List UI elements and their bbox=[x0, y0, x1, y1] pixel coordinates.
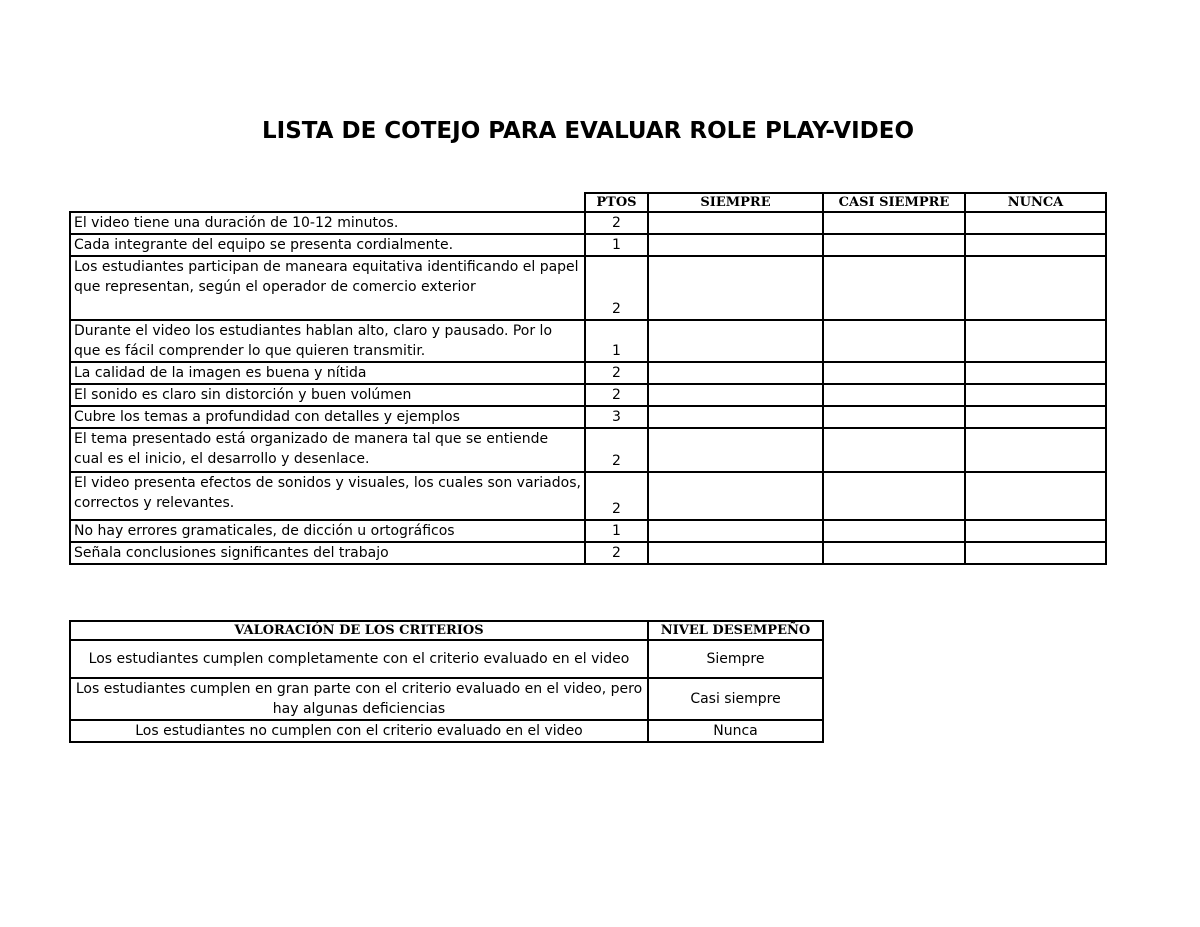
almost-always-check-cell[interactable] bbox=[823, 320, 965, 362]
points-cell: 2 bbox=[585, 384, 648, 406]
criterion-cell: No hay errores gramaticales, de dicción u ortográficos bbox=[70, 520, 585, 542]
never-check-cell[interactable] bbox=[965, 428, 1106, 472]
criterion-cell: El sonido es claro sin distorción y buen volúmen bbox=[70, 384, 585, 406]
never-check-cell[interactable] bbox=[965, 234, 1106, 256]
almost-always-check-cell[interactable] bbox=[823, 428, 965, 472]
criterion-cell: Cubre los temas a profundidad con detalles y ejemplos bbox=[70, 406, 585, 428]
valoracion-level-cell: Nunca bbox=[648, 720, 823, 742]
checklist-row bbox=[70, 384, 1106, 406]
checklist-row bbox=[70, 320, 1106, 362]
always-check-cell[interactable] bbox=[648, 212, 823, 234]
almost-always-check-cell[interactable] bbox=[823, 520, 965, 542]
never-check-cell[interactable] bbox=[965, 406, 1106, 428]
valoracion-description-cell: Los estudiantes no cumplen con el criterio evaluado en el video bbox=[70, 720, 648, 742]
almost-always-check-cell[interactable] bbox=[823, 384, 965, 406]
almost-always-check-cell[interactable] bbox=[823, 362, 965, 384]
criterion-cell: El video tiene una duración de 10-12 minutos. bbox=[70, 212, 585, 234]
header-criteria-valuation: VALORACIÓN DE LOS CRITERIOS bbox=[70, 621, 648, 640]
never-check-cell[interactable] bbox=[965, 520, 1106, 542]
header-always: SIEMPRE bbox=[648, 193, 823, 212]
never-check-cell[interactable] bbox=[965, 362, 1106, 384]
almost-always-check-cell[interactable] bbox=[823, 542, 965, 564]
checklist-row bbox=[70, 406, 1106, 428]
never-check-cell[interactable] bbox=[965, 212, 1106, 234]
criterion-cell: Cada integrante del equipo se presenta cordialmente. bbox=[70, 234, 585, 256]
checklist-row bbox=[70, 428, 1106, 472]
always-check-cell[interactable] bbox=[648, 384, 823, 406]
always-check-cell[interactable] bbox=[648, 256, 823, 320]
never-check-cell[interactable] bbox=[965, 542, 1106, 564]
header-performance-level: NIVEL DESEMPEÑO bbox=[648, 621, 823, 640]
valoracion-header-row bbox=[70, 621, 823, 640]
checklist-row bbox=[70, 256, 1106, 320]
valoracion-description-cell: Los estudiantes cumplen completamente con el criterio evaluado en el video bbox=[70, 640, 648, 678]
header-almost-always: CASI SIEMPRE bbox=[823, 193, 965, 212]
points-cell: 2 bbox=[585, 542, 648, 564]
criterion-cell: El tema presentado está organizado de manera tal que se entiende cual es el inicio, el desarrollo y desenlace. bbox=[70, 428, 585, 472]
criterion-cell: Señala conclusiones significantes del trabajo bbox=[70, 542, 585, 564]
always-check-cell[interactable] bbox=[648, 406, 823, 428]
points-cell: 3 bbox=[585, 406, 648, 428]
criterion-cell: El video presenta efectos de sonidos y visuales, los cuales son variados, correctos y relevantes. bbox=[70, 472, 585, 520]
points-cell: 2 bbox=[585, 362, 648, 384]
checklist-row bbox=[70, 472, 1106, 520]
valoracion-table bbox=[69, 620, 824, 743]
never-check-cell[interactable] bbox=[965, 320, 1106, 362]
always-check-cell[interactable] bbox=[648, 542, 823, 564]
page-title: LISTA DE COTEJO PARA EVALUAR ROLE PLAY-VIDEO bbox=[262, 118, 914, 144]
points-cell: 2 bbox=[585, 212, 648, 234]
checklist-row bbox=[70, 542, 1106, 564]
almost-always-check-cell[interactable] bbox=[823, 472, 965, 520]
almost-always-check-cell[interactable] bbox=[823, 406, 965, 428]
points-cell: 1 bbox=[585, 320, 648, 362]
almost-always-check-cell[interactable] bbox=[823, 256, 965, 320]
valoracion-row bbox=[70, 678, 823, 720]
checklist-header-row bbox=[70, 193, 1106, 212]
header-never: NUNCA bbox=[965, 193, 1106, 212]
checklist-table bbox=[69, 192, 1107, 565]
never-check-cell[interactable] bbox=[965, 472, 1106, 520]
checklist-header-blank bbox=[70, 193, 585, 212]
points-cell: 2 bbox=[585, 428, 648, 472]
points-cell: 1 bbox=[585, 520, 648, 542]
points-cell: 2 bbox=[585, 256, 648, 320]
checklist-row bbox=[70, 362, 1106, 384]
checklist-row bbox=[70, 212, 1106, 234]
always-check-cell[interactable] bbox=[648, 362, 823, 384]
always-check-cell[interactable] bbox=[648, 472, 823, 520]
never-check-cell[interactable] bbox=[965, 256, 1106, 320]
header-points: PTOS bbox=[585, 193, 648, 212]
always-check-cell[interactable] bbox=[648, 320, 823, 362]
valoracion-level-cell: Siempre bbox=[648, 640, 823, 678]
valoracion-level-cell: Casi siempre bbox=[648, 678, 823, 720]
valoracion-row bbox=[70, 720, 823, 742]
checklist-row bbox=[70, 520, 1106, 542]
never-check-cell[interactable] bbox=[965, 384, 1106, 406]
almost-always-check-cell[interactable] bbox=[823, 212, 965, 234]
criterion-cell: Los estudiantes participan de maneara equitativa identificando el papel que representan, según el operador de comercio exterior bbox=[70, 256, 585, 320]
checklist-row bbox=[70, 234, 1106, 256]
points-cell: 1 bbox=[585, 234, 648, 256]
points-cell: 2 bbox=[585, 472, 648, 520]
valoracion-description-cell: Los estudiantes cumplen en gran parte con el criterio evaluado en el video, pero hay algunas deficiencias bbox=[70, 678, 648, 720]
always-check-cell[interactable] bbox=[648, 428, 823, 472]
almost-always-check-cell[interactable] bbox=[823, 234, 965, 256]
criterion-cell: Durante el video los estudiantes hablan alto, claro y pausado. Por lo que es fácil comprender lo que quieren transmitir. bbox=[70, 320, 585, 362]
valoracion-row bbox=[70, 640, 823, 678]
criterion-cell: La calidad de la imagen es buena y nítida bbox=[70, 362, 585, 384]
always-check-cell[interactable] bbox=[648, 520, 823, 542]
always-check-cell[interactable] bbox=[648, 234, 823, 256]
